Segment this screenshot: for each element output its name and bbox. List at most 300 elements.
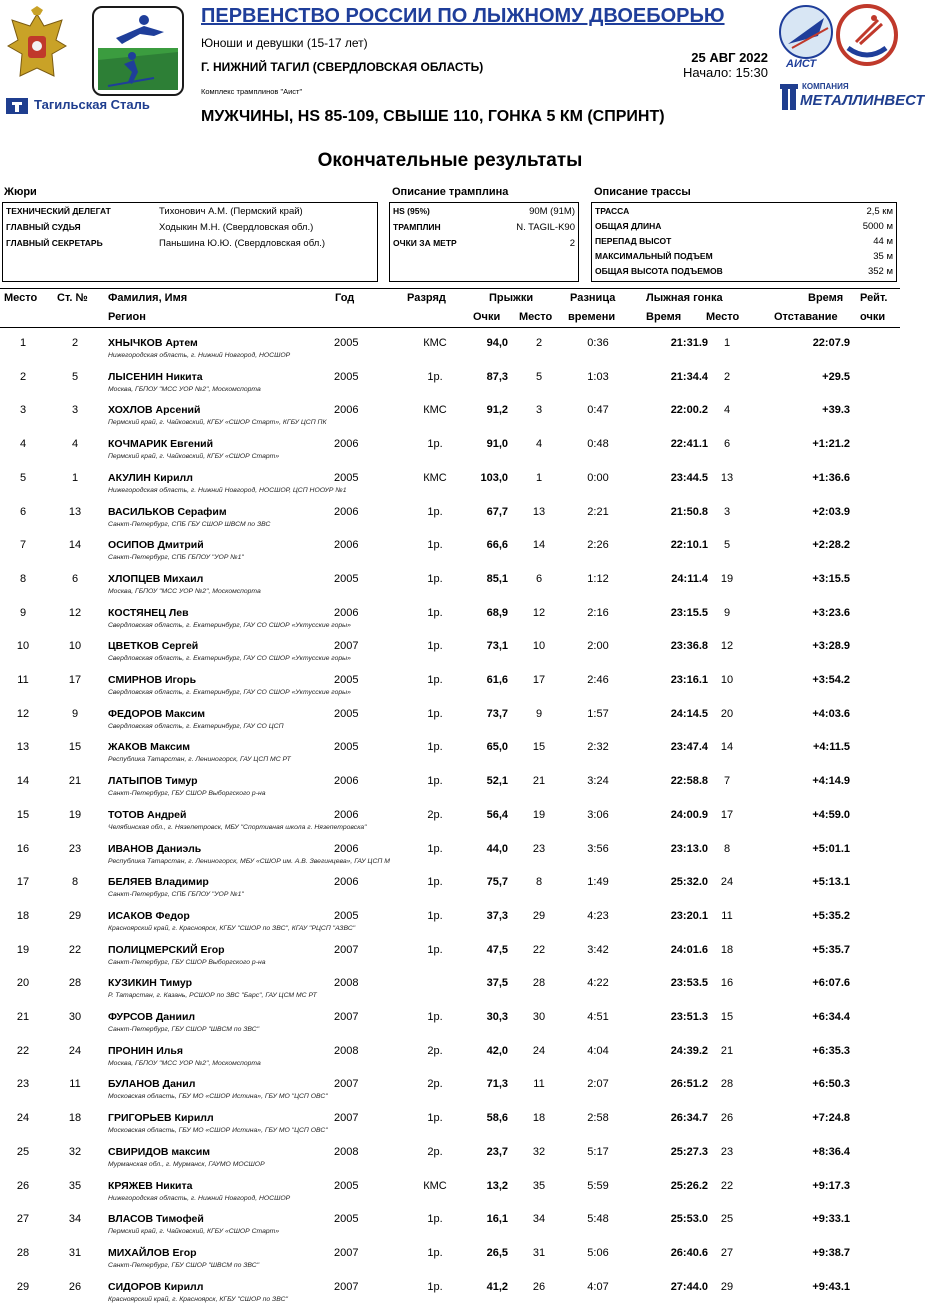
row-rank: 1р. [427,370,443,383]
row-region: Санкт-Петербург, ГБУ СШОР Выборгского р-на [108,790,266,798]
row-time-diff: 2:32 [587,741,609,754]
row-race-time: 23:47.4 [670,741,708,754]
row-rank: 1р. [427,438,443,451]
row-year: 2005 [334,674,359,686]
row-jump-points: 91,0 [486,438,508,451]
row-name: ФЕДОРОВ Максим [108,707,206,720]
row-year: 2007 [334,943,359,956]
row-rank: КМС [423,337,447,349]
row-bib: 13 [68,505,82,518]
row-race-time: 22:10.1 [670,539,708,552]
table-row [0,504,900,536]
row-total-gap: +4:03.6 [812,707,850,720]
row-total-gap: +4:59.0 [812,808,850,821]
row-jump-place: 11 [533,1078,545,1091]
table-row [0,402,900,434]
row-total-gap: +6:34.4 [812,1011,850,1023]
jury-key: ТЕХНИЧЕСКИЙ ДЕЛЕГАТ [6,206,111,216]
row-rank: 1р. [427,606,443,619]
row-year: 2005 [334,707,359,720]
row-place: 1 [19,337,27,349]
row-place: 23 [16,1078,30,1091]
table-row [0,672,900,704]
row-jump-place: 31 [532,1246,546,1259]
row-rank: КМС [423,471,447,484]
row-place: 17 [16,876,30,889]
row-bib: 30 [68,1011,82,1023]
row-year: 2007 [334,1011,359,1023]
row-bib: 34 [68,1213,82,1226]
row-bib: 1 [71,471,79,484]
row-name: ЖАКОВ Максим [108,741,191,754]
row-race-time: 21:31.9 [670,337,708,349]
row-race-time: 23:51.3 [670,1011,708,1023]
hill-value: 2 [569,238,575,249]
row-jump-points: 37,3 [486,909,508,922]
row-region: Москва, ГБПОУ "МСС УОР №2", Москомспорта [108,385,261,393]
row-jump-place: 14 [532,539,546,552]
row-time-diff: 3:42 [587,943,609,956]
aist-logo-text: АИСТ [786,58,817,70]
jury-heading: Жюри [4,186,37,198]
row-bib: 2 [71,337,79,349]
row-place: 26 [16,1179,30,1192]
row-race-place: 13 [720,471,734,484]
row-name: ХЛОПЦЕВ Михаил [108,572,204,585]
row-jump-points: 73,1 [486,640,508,653]
row-jump-points: 52,1 [486,775,508,788]
row-time-diff: 0:00 [587,471,609,484]
row-name: ОСИПОВ Дмитрий [108,539,204,552]
row-time-diff: 1:57 [587,707,609,720]
row-place: 20 [16,977,30,990]
row-year: 2005 [334,1179,359,1192]
hill-key: ОЧКИ ЗА МЕТР [393,238,457,248]
row-jump-points: 16,1 [486,1213,508,1226]
row-time-diff: 4:23 [587,909,609,922]
row-time-diff: 0:47 [587,404,609,417]
row-race-place: 15 [720,1011,734,1023]
row-rank: 1р. [427,1011,443,1023]
row-rank: 1р. [427,876,443,889]
row-region: Красноярский край, г. Красноярск, КГБУ "СШОР по ЗВС" [108,1295,288,1303]
col-year: Год [335,292,355,304]
table-row [0,975,900,1007]
row-place: 3 [19,404,27,417]
course-heading: Описание трассы [594,186,691,198]
row-race-place: 24 [720,876,734,889]
table-row [0,537,900,569]
ski-combined-logo [92,6,184,96]
row-year: 2008 [334,977,359,990]
row-time-diff: 2:00 [587,640,609,653]
row-jump-place: 32 [532,1145,546,1158]
row-time-diff: 4:04 [587,1044,609,1057]
table-row [0,470,900,502]
row-name: СМИРНОВ Игорь [108,674,197,686]
row-jump-points: 23,7 [486,1145,508,1158]
table-header-rule [0,327,900,328]
row-jump-points: 87,3 [486,370,508,383]
row-total-gap: +3:28.9 [812,640,850,653]
row-total-gap: +9:38.7 [812,1246,850,1259]
row-region: Нижегородская область, г. Нижний Новгород, НОСШОР, ЦСП НООУР №1 [108,486,347,494]
row-bib: 10 [68,640,82,653]
row-place: 29 [16,1280,30,1293]
row-name: ФУРСОВ Даниил [108,1011,196,1023]
table-row [0,874,900,906]
row-place: 13 [16,741,30,754]
row-jump-place: 18 [532,1112,546,1125]
row-year: 2007 [334,1246,359,1259]
row-jump-place: 17 [532,674,546,686]
row-rank: 1р. [427,1112,443,1125]
row-race-time: 26:51.2 [670,1078,708,1091]
row-total-gap: +6:07.6 [812,977,850,990]
col-jumps: Прыжки [489,292,534,304]
row-total-gap: +39.3 [822,404,850,417]
row-bib: 9 [71,707,79,720]
row-bib: 14 [68,539,82,552]
col-race-time: Время [646,311,682,323]
row-jump-place: 28 [532,977,546,990]
table-top-rule [0,288,900,289]
row-rank: 1р. [427,1246,443,1259]
table-row [0,706,900,738]
row-race-time: 23:16.1 [670,674,708,686]
col-points: Очки [473,311,501,323]
row-rank: 1р. [427,842,443,855]
row-race-place: 12 [720,640,734,653]
row-region: Нижегородская область, г. Нижний Новгород, НОСШОР [108,1194,291,1202]
row-race-place: 22 [720,1179,734,1192]
row-total-gap: +5:01.1 [812,842,850,855]
row-race-time: 24:00.9 [670,808,708,821]
row-year: 2008 [334,1145,359,1158]
jury-value: Тихонович А.М. (Пермский край) [159,206,303,217]
row-total-gap: +5:13.1 [812,876,850,889]
row-bib: 23 [68,842,82,855]
row-region: Москва, ГБПОУ "МСС УОР №2", Москомспорта [108,1059,261,1067]
table-row [0,1144,900,1176]
row-name: ЛАТЫПОВ Тимур [108,775,198,788]
row-total-gap: +1:21.2 [812,438,850,451]
row-rank: КМС [423,1179,447,1192]
row-total-gap: +7:24.8 [812,1112,850,1125]
jury-key: ГЛАВНЫЙ СЕКРЕТАРЬ [6,238,103,248]
row-place: 27 [16,1213,30,1226]
row-name: ЛЫСЕНИН Никита [108,370,203,383]
row-jump-points: 65,0 [486,741,508,754]
row-race-place: 1 [723,337,731,349]
row-jump-points: 30,3 [486,1011,508,1023]
row-region: Челябинская обл., г. Нязепетровск, МБУ "Спортивная школа г. Нязепетровска" [108,823,367,831]
row-bib: 29 [68,909,82,922]
row-race-time: 21:50.8 [670,505,708,518]
row-year: 2008 [334,1044,359,1057]
course-key: ТРАССА [595,206,630,216]
col-race: Лыжная гонка [646,292,723,304]
col-name: Фамилия, Имя [108,292,188,304]
row-jump-points: 26,5 [486,1246,508,1259]
table-row [0,605,900,637]
row-name: ВАСИЛЬКОВ Серафим [108,505,227,518]
row-name: ГРИГОРЬЕВ Кирилл [108,1112,214,1125]
row-time-diff: 4:07 [587,1280,609,1293]
row-jump-place: 34 [532,1213,546,1226]
col-bib: Ст. № [57,292,88,304]
row-bib: 19 [68,808,82,821]
row-time-diff: 3:24 [587,775,609,788]
row-time-diff: 2:16 [587,606,609,619]
row-race-place: 19 [720,572,734,585]
row-name: ХОХЛОВ Арсений [108,404,201,417]
hill-key: ТРАМПЛИН [393,222,441,232]
row-jump-points: 37,5 [486,977,508,990]
row-name: ХНЫЧКОВ Артем [108,337,198,349]
jury-box [2,202,378,282]
row-race-time: 24:11.4 [671,572,708,585]
row-total-gap: +2:03.9 [812,505,850,518]
row-race-place: 6 [723,438,731,451]
row-bib: 11 [69,1078,81,1091]
row-place: 15 [16,808,30,821]
row-race-place: 23 [720,1145,734,1158]
row-rank: 2р. [427,1078,443,1091]
row-region: Республика Татарстан, г. Лениногорск, ГАУ ЦСП МС РТ [108,756,291,764]
row-rank: 1р. [427,505,443,518]
row-race-place: 11 [721,909,733,922]
row-total-gap: +4:11.5 [812,741,850,754]
row-total-gap: +2:28.2 [812,539,850,552]
row-jump-place: 30 [532,1011,546,1023]
row-race-time: 27:44.0 [670,1280,708,1293]
row-jump-place: 5 [535,370,543,383]
jump-complex: Комплекс трамплинов "Аист" [201,87,303,96]
col-jump-place: Место [519,311,553,323]
row-rank: КМС [423,404,447,417]
row-total-gap: +8:36.4 [812,1145,850,1158]
row-race-time: 26:34.7 [670,1112,708,1125]
row-year: 2005 [334,572,359,585]
row-year: 2006 [334,505,359,518]
row-place: 11 [17,674,29,686]
row-race-time: 26:40.6 [670,1246,708,1259]
row-race-place: 27 [720,1246,734,1259]
row-year: 2006 [334,876,359,889]
row-jump-points: 94,0 [486,337,508,349]
row-year: 2006 [334,438,359,451]
col-race-place: Место [706,311,740,323]
row-region: Свердловская область, г. Екатеринбург, ГАУ СО СШОР «Уктусские горы» [108,621,351,629]
row-bib: 31 [68,1246,82,1259]
course-value: 5000 м [862,221,893,232]
row-jump-points: 85,1 [486,572,508,585]
row-place: 4 [19,438,27,451]
row-total-gap: +3:54.2 [812,674,850,686]
row-race-time: 25:26.2 [670,1179,708,1192]
table-row [0,436,900,468]
row-rank: 1р. [427,1280,443,1293]
col-rating-2: очки [860,311,886,323]
row-jump-points: 73,7 [486,707,508,720]
row-total-gap: +3:23.6 [812,606,850,619]
row-region: Республика Татарстан, г. Лениногорск, МБУ «СШОР им. А.В. Звегинцева», ГАУ ЦСП М [108,857,390,865]
row-jump-place: 29 [532,909,546,922]
jury-key: ГЛАВНЫЙ СУДЬЯ [6,222,81,232]
col-diff: Разница [570,292,616,304]
row-bib: 26 [68,1280,82,1293]
row-rank: 1р. [427,909,443,922]
row-rank: 1р. [427,1213,443,1226]
hill-key: HS (95%) [393,206,430,216]
table-row [0,942,900,974]
row-region: Нижегородская область, г. Нижний Новгород, НОСШОР [108,352,291,359]
row-place: 24 [16,1112,30,1125]
row-race-place: 10 [720,674,734,686]
row-jump-place: 22 [532,943,546,956]
russia-coat-of-arms-logo [4,6,70,90]
table-row [0,773,900,805]
row-bib: 17 [68,674,82,686]
row-race-time: 24:39.2 [670,1044,708,1057]
row-race-time: 21:34.4 [670,370,708,383]
row-jump-place: 12 [532,606,546,619]
row-total-gap: +9:17.3 [812,1179,850,1192]
row-year: 2006 [334,606,359,619]
row-jump-place: 35 [532,1179,546,1192]
row-bib: 18 [68,1112,82,1125]
row-race-place: 21 [720,1044,734,1057]
row-time-diff: 0:36 [587,337,609,349]
row-time-diff: 3:06 [587,808,609,821]
row-jump-place: 10 [532,640,546,653]
row-name: БЕЛЯЕВ Владимир [108,876,209,889]
row-name: ПРОНИН Илья [108,1044,184,1057]
row-jump-place: 9 [535,707,543,720]
row-bib: 22 [68,943,82,956]
row-jump-place: 1 [535,471,543,484]
row-time-diff: 5:48 [587,1213,609,1226]
row-jump-place: 2 [535,337,543,349]
row-time-diff: 1:49 [587,876,609,889]
table-row [0,908,900,940]
row-race-place: 14 [720,741,734,754]
table-row [0,1211,900,1243]
jury-value: Ходыкин М.Н. (Свердловская обл.) [159,222,314,233]
row-year: 2006 [334,775,359,788]
table-row [0,1245,900,1277]
row-place: 21 [16,1011,30,1023]
row-name: МИХАЙЛОВ Егор [108,1246,197,1259]
row-race-time: 25:53.0 [670,1213,708,1226]
row-time-diff: 4:22 [587,977,609,990]
hill-value: N. TAGIL-K90 [516,222,575,233]
row-jump-points: 67,7 [486,505,508,518]
row-name: СВИРИДОВ максим [108,1145,211,1158]
row-name: ИСАКОВ Федор [108,909,190,922]
course-value: 44 м [873,236,893,247]
row-year: 2005 [334,741,359,754]
row-bib: 8 [71,876,79,889]
event-name: МУЖЧИНЫ, HS 85-109, СВЫШЕ 110, ГОНКА 5 КМ (СПРИНТ) [201,108,665,125]
row-rank: 1р. [427,707,443,720]
row-jump-place: 15 [532,741,546,754]
row-time-diff: 5:17 [587,1145,609,1158]
table-row [0,807,900,839]
row-place: 9 [19,606,27,619]
table-row [0,571,900,603]
row-place: 10 [16,640,30,653]
row-name: ВЛАСОВ Тимофей [108,1213,204,1226]
row-time-diff: 5:59 [587,1179,609,1192]
row-region: Санкт-Петербург, СПБ ГБПОУ "УОР №1" [108,554,244,562]
table-row [0,369,900,401]
row-year: 2007 [334,640,359,653]
row-jump-place: 24 [532,1044,546,1057]
col-rank: Разряд [407,292,446,304]
row-total-gap: +5:35.7 [812,943,850,956]
row-time-diff: 2:26 [587,539,609,552]
row-year: 2006 [334,539,359,552]
row-place: 5 [19,471,27,484]
row-race-time: 23:20.1 [670,909,708,922]
row-race-time: 23:15.5 [670,606,708,619]
row-year: 2005 [334,471,359,484]
row-region: Свердловская область, г. Екатеринбург, ГАУ СО СШОР «Уктусские горы» [108,689,351,696]
row-region: Р. Татарстан, г. Казань, РСШОР по ЗВС "Барс", ГАУ ЦСМ МС РТ [108,992,317,1000]
row-name: БУЛАНОВ Данил [108,1078,196,1091]
col-rating: Рейт. [860,292,888,304]
row-place: 19 [16,943,30,956]
row-jump-points: 44,0 [486,842,508,855]
hill-box [389,202,579,282]
col-place: Место [4,292,38,304]
row-region: Санкт-Петербург, ГБУ СШОР "ШВСМ по ЗВС" [108,1261,260,1269]
row-place: 22 [16,1044,30,1057]
row-jump-place: 23 [532,842,546,855]
row-year: 2007 [334,1112,359,1125]
row-jump-place: 21 [532,775,546,788]
row-place: 8 [19,572,27,585]
row-region: Мурманская обл., г. Мурманск, ГАУМО МОСШОР [108,1160,265,1168]
row-place: 28 [16,1246,30,1259]
row-jump-place: 4 [535,438,543,451]
championship-title: ПЕРВЕНСТВО РОССИИ ПО ЛЫЖНОМУ ДВОЕБОРЬЮ [201,5,725,27]
table-row [0,1279,900,1311]
row-race-place: 29 [720,1280,734,1293]
table-row [0,739,900,771]
table-row [0,638,900,670]
row-race-place: 2 [723,370,731,383]
event-date: 25 АВГ 2022 [691,50,768,65]
row-year: 2006 [334,404,359,417]
row-place: 18 [16,909,30,922]
course-key: ПЕРЕПАД ВЫСОТ [595,236,672,246]
start-time: Начало: 15:30 [682,65,768,80]
row-region: Свердловская область, г. Екатеринбург, ГАУ СО ЦСП [108,722,284,730]
row-rank: 2р. [427,808,443,821]
row-name: ТОТОВ Андрей [108,808,187,821]
document-title: Окончательные результаты [317,150,583,171]
row-jump-place: 26 [532,1280,546,1293]
row-bib: 6 [71,572,79,585]
row-region: Москва, ГБПОУ "МСС УОР №2", Москомспорта [108,587,261,595]
row-region: Красноярский край, г. Красноярск, КГБУ "СШОР по ЗВС", КГАУ "РЦСП "АЗВС" [108,924,356,932]
row-time-diff: 2:58 [587,1112,609,1125]
row-race-time: 23:53.5 [670,977,708,990]
row-rank: 1р. [427,640,443,653]
